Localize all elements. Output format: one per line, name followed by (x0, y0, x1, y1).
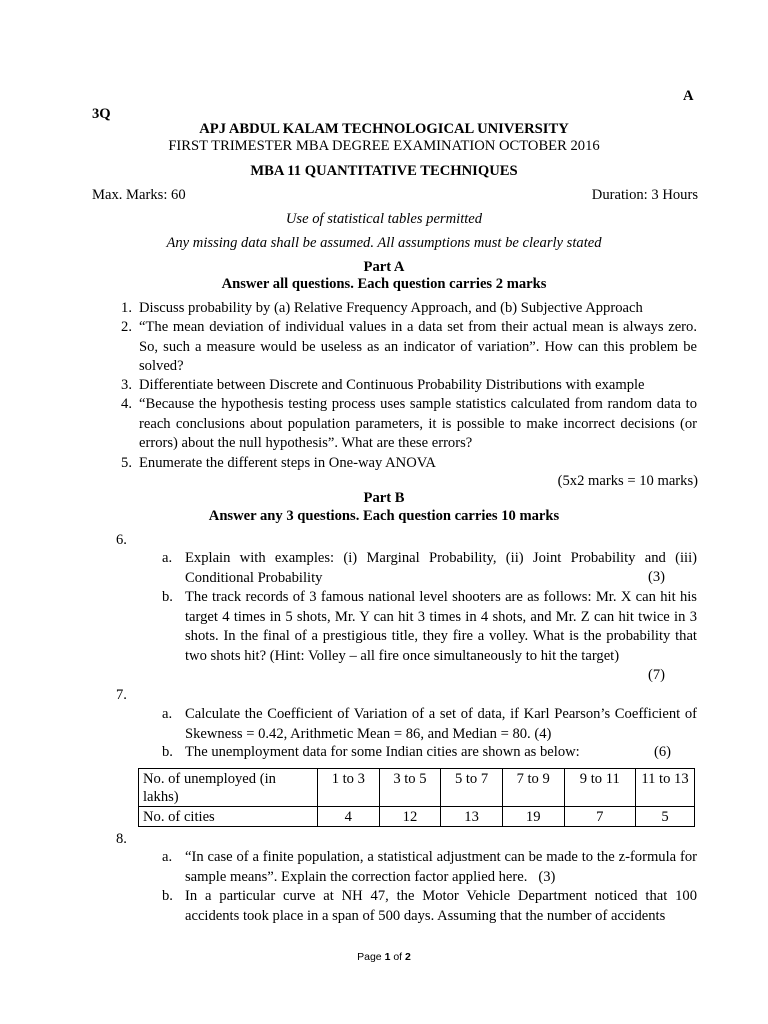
table-cell: 13 (441, 807, 503, 827)
set-code: A (683, 88, 694, 104)
sub-question-marks: (3) (648, 569, 666, 585)
part-b-title: Part B (363, 490, 405, 506)
table-cell: 7 (564, 807, 636, 827)
note-statistical-tables: Use of statistical tables permitted (285, 211, 483, 227)
table-row (139, 769, 695, 807)
question-text: “The mean deviation of individual values in a data set from their actual mean is always zero. So, such a measure would be useless as an indicator of variation”. How can this problem be solved? (139, 319, 697, 374)
sub-question-text: The track records of 3 famous national level shooters are as follows: Mr. X can hit his target 4 times in 5 shots, Mr. Y can hit 3 times in 4 shots, and Mr. Z can hit twice in 3 shots. In the final of a prestigious title, they fire a volley. What is the probability that two shots hit? (Hint: Volley – all fire once simultaneously to hit the target) (185, 589, 697, 664)
sub-question-label: a. (162, 849, 173, 865)
sub-question-text: In a particular curve at NH 47, the Motor Vehicle Department noticed that 100 accidents took place in a span of 500 days. Assuming that the number of accidents (185, 888, 697, 924)
table-cell: 1 to 3 (318, 769, 380, 807)
duration: Duration: 3 Hours (591, 187, 698, 203)
part-a-instruction: Answer all questions. Each question carries 2 marks (221, 276, 547, 292)
question-number: 1. (121, 300, 132, 316)
table-cell: 12 (379, 807, 441, 827)
question-number: 7. (116, 687, 127, 703)
exam-title: FIRST TRIMESTER MBA DEGREE EXAMINATION OCTOBER 2016 (168, 138, 600, 154)
sub-question-text: Explain with examples: (i) Marginal Probability, (ii) Joint Probability and (iii) Conditional Probability (185, 550, 697, 586)
page-footer: Page 1 of 2 (357, 951, 411, 963)
question-number: 6. (116, 532, 127, 548)
max-marks: Max. Marks: 60 (92, 187, 186, 203)
table-cell: 7 to 9 (502, 769, 564, 807)
question-text: Discuss probability by (a) Relative Frequency Approach, and (b) Subjective Approach (139, 300, 643, 316)
table-row (139, 807, 695, 827)
table-cell: 9 to 11 (564, 769, 636, 807)
part-b-instruction: Answer any 3 questions. Each question carries 10 marks (208, 508, 560, 524)
table-row-header: No. of unemployed (in lakhs) (139, 769, 318, 807)
question-number: 4. (121, 396, 132, 412)
unemployment-table (138, 768, 695, 827)
question-number: 5. (121, 455, 132, 471)
sub-question-label: a. (162, 550, 173, 566)
table-cell: 3 to 5 (379, 769, 441, 807)
sub-question-label: a. (162, 706, 173, 722)
question-text: Enumerate the different steps in One-way ANOVA (139, 455, 436, 471)
course-title: MBA 11 QUANTITATIVE TECHNIQUES (250, 163, 518, 179)
sub-question-text: The unemployment data for some Indian cities are shown as below: (185, 744, 580, 760)
sub-question-label: b. (162, 888, 173, 904)
question-text: Differentiate between Discrete and Continuous Probability Distributions with example (139, 377, 645, 393)
table-cell: 11 to 13 (636, 769, 695, 807)
sub-question-text: “In case of a finite population, a statistical adjustment can be made to the z-formula for sample means”. Explain the correction factor applied here. (3) (185, 849, 697, 885)
sub-question-label: b. (162, 589, 173, 605)
sub-question-marks: (6) (654, 744, 672, 760)
table-row-header: No. of cities (139, 807, 318, 827)
note-assumptions: Any missing data shall be assumed. All assumptions must be clearly stated (166, 235, 602, 251)
question-number: 2. (121, 319, 132, 335)
question-number: 8. (116, 831, 127, 847)
part-a-title: Part A (363, 259, 405, 275)
table-cell: 5 to 7 (441, 769, 503, 807)
sub-question-label: b. (162, 744, 173, 760)
question-text: “Because the hypothesis testing process uses sample statistics calculated from random data to reach conclusions about population parameters, it is possible to make incorrect decisions (or errors) about the null hypothesis”. What are these errors? (139, 396, 697, 451)
sub-question-marks: (7) (648, 667, 666, 683)
table-cell: 5 (636, 807, 695, 827)
sub-question-text: Calculate the Coefficient of Variation of a set of data, if Karl Pearson’s Coefficient of Skewness = 0.42, Arithmetic Mean = 86, and Median = 80. (4) (185, 706, 697, 742)
table-cell: 4 (318, 807, 380, 827)
table-cell: 19 (502, 807, 564, 827)
part-a-marks: (5x2 marks = 10 marks) (557, 473, 698, 489)
paper-code: 3Q (92, 106, 111, 122)
question-number: 3. (121, 377, 132, 393)
university-name: APJ ABDUL KALAM TECHNOLOGICAL UNIVERSITY (199, 121, 569, 137)
